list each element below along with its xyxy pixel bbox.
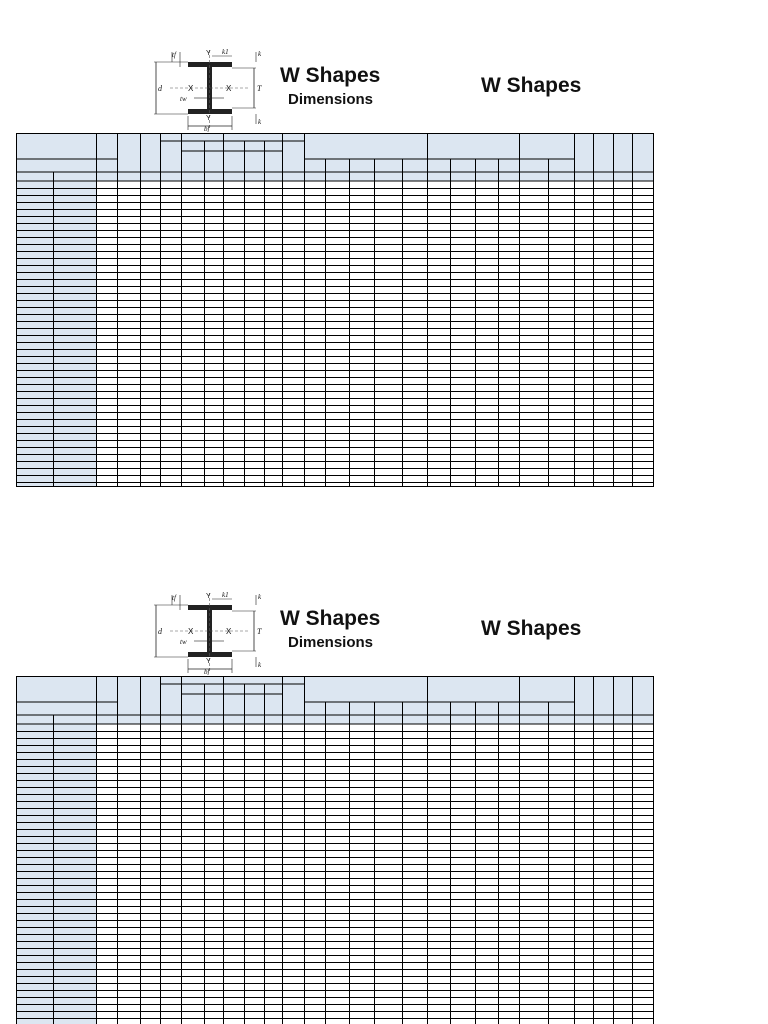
page-subtitle: Dimensions bbox=[288, 91, 374, 108]
designation-column-shade bbox=[16, 181, 96, 487]
T-label: T bbox=[257, 627, 262, 636]
table-header-band bbox=[16, 676, 654, 724]
w-shape-cross-section-diagram bbox=[150, 591, 268, 675]
tf-label: tf bbox=[172, 594, 176, 602]
x-right-label: X bbox=[226, 627, 232, 636]
w-shape-diagram-svg bbox=[150, 591, 268, 675]
dimensions-table-grid bbox=[16, 676, 654, 1024]
dimensions-table bbox=[16, 133, 654, 487]
k-bottom-label: k bbox=[258, 118, 262, 126]
page-title: W Shapes bbox=[280, 607, 381, 630]
x-left-label: X bbox=[188, 627, 194, 636]
bf-label: bf bbox=[204, 125, 210, 132]
T-label: T bbox=[257, 84, 262, 93]
x-right-label: X bbox=[226, 84, 232, 93]
designation-column-shade bbox=[16, 724, 96, 1024]
k-top-label: k bbox=[258, 50, 262, 58]
y-bottom-label: Y bbox=[206, 115, 211, 122]
table-rules bbox=[16, 676, 654, 1024]
table-rules bbox=[16, 133, 654, 487]
table-header-band bbox=[16, 133, 654, 181]
k1-label: k1 bbox=[222, 591, 229, 599]
page-subtitle: Dimensions bbox=[288, 634, 374, 651]
d-label: d bbox=[158, 84, 162, 93]
dimensions-table bbox=[16, 676, 654, 1024]
tw-label: tw bbox=[180, 95, 187, 103]
d-label: d bbox=[158, 627, 162, 636]
dimensions-table-grid bbox=[16, 133, 654, 487]
k1-label: k1 bbox=[222, 48, 229, 56]
y-bottom-label: Y bbox=[206, 658, 211, 665]
page-title-right: W Shapes bbox=[481, 617, 582, 640]
page-title: W Shapes bbox=[280, 64, 381, 87]
bf-label: bf bbox=[204, 668, 210, 675]
w-shape-diagram-svg bbox=[150, 48, 268, 132]
x-left-label: X bbox=[188, 84, 194, 93]
table-sheet-2 bbox=[0, 543, 768, 1024]
w-shape-cross-section-diagram bbox=[150, 48, 268, 132]
tw-label: tw bbox=[180, 638, 187, 646]
tf-label: tf bbox=[172, 51, 176, 59]
k-top-label: k bbox=[258, 593, 262, 601]
k-bottom-label: k bbox=[258, 661, 262, 669]
y-top-label: Y bbox=[206, 50, 211, 57]
y-top-label: Y bbox=[206, 593, 211, 600]
table-sheet-1 bbox=[0, 0, 768, 500]
page-title-right: W Shapes bbox=[481, 74, 582, 97]
